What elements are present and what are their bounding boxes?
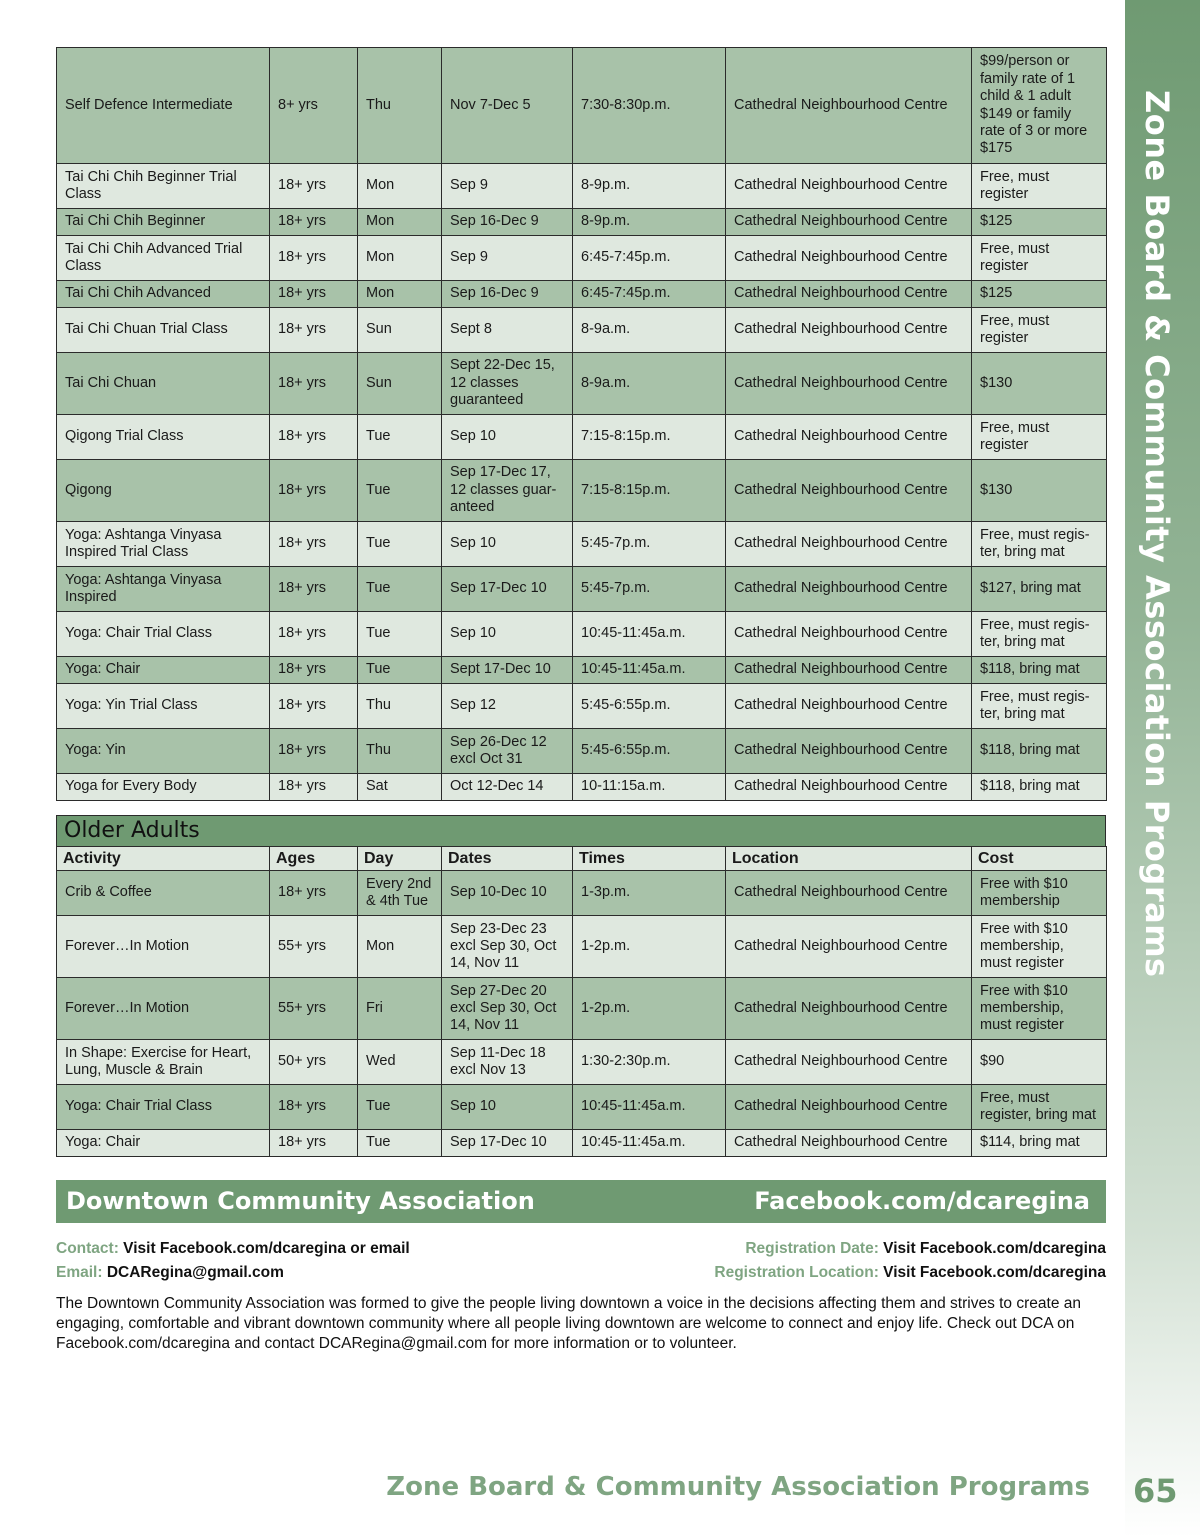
cell-location: Cathedral Neighbourhood Centre [726,684,972,729]
table-row [57,871,1107,916]
cell-location: Cathedral Neighbourhood Centre [726,612,972,657]
table-row [57,916,1107,978]
contact-label: Contact: [56,1240,119,1257]
cell-activity: Yoga: Yin Trial Class [57,684,270,729]
cell-times: 5:45-6:55p.m. [573,729,726,774]
cell-dates: Nov 7-Dec 5 [442,48,573,164]
table-row [57,164,1107,209]
registration-date-line [745,1240,1106,1258]
cell-dates: Sep 10 [442,612,573,657]
cell-day: Mon [358,916,442,978]
cell-ages: 18+ yrs [270,522,358,567]
cell-cost: Free with $10 membership [972,871,1107,916]
cell-ages: 50+ yrs [270,1040,358,1085]
contact-value: Visit Facebook.com/dcaregina or email [123,1240,410,1257]
cell-cost: Free, must regis-ter, bring mat [972,684,1107,729]
cell-day: Wed [358,1040,442,1085]
table-row [57,567,1107,612]
column-header-row [57,847,1107,871]
table-row [57,48,1107,164]
cell-day: Mon [358,209,442,236]
cell-cost: $99/person or family rate of 1 child & 1 adult $149 or family rate of 3 or more $175 [972,48,1107,164]
cell-ages: 18+ yrs [270,236,358,281]
cell-dates: Sep 17-Dec 10 [442,567,573,612]
page-number: 65 [1133,1472,1178,1510]
cell-times: 5:45-7p.m. [573,567,726,612]
cell-activity: Yoga: Chair [57,657,270,684]
cell-times: 1-3p.m. [573,871,726,916]
cell-location: Cathedral Neighbourhood Centre [726,353,972,415]
cell-times: 1-2p.m. [573,978,726,1040]
table-row [57,774,1107,801]
cell-cost: Free, must register [972,236,1107,281]
cell-day: Tue [358,657,442,684]
cell-dates: Oct 12-Dec 14 [442,774,573,801]
cell-activity: In Shape: Exercise for Heart, Lung, Muscle & Brain [57,1040,270,1085]
table-row [57,308,1107,353]
cell-activity: Crib & Coffee [57,871,270,916]
cell-day: Tue [358,415,442,460]
table-row [57,353,1107,415]
table-row [57,236,1107,281]
cell-activity: Tai Chi Chih Advanced Trial Class [57,236,270,281]
registration-location-line [714,1264,1106,1282]
cell-dates: Sept 22-Dec 15, 12 classes guaranteed [442,353,573,415]
cell-ages: 18+ yrs [270,729,358,774]
cell-times: 7:30-8:30p.m. [573,48,726,164]
cell-location: Cathedral Neighbourhood Centre [726,871,972,916]
table-row [57,729,1107,774]
cell-location: Cathedral Neighbourhood Centre [726,1130,972,1157]
cell-times: 6:45-7:45p.m. [573,281,726,308]
cell-cost: $127, bring mat [972,567,1107,612]
cell-location: Cathedral Neighbourhood Centre [726,657,972,684]
cell-times: 10:45-11:45a.m. [573,657,726,684]
cell-times: 7:15-8:15p.m. [573,460,726,522]
cell-ages: 55+ yrs [270,978,358,1040]
cell-activity: Yoga: Chair [57,1130,270,1157]
cell-cost: Free, must regis-ter, bring mat [972,522,1107,567]
cell-ages: 18+ yrs [270,612,358,657]
cell-activity: Tai Chi Chih Advanced [57,281,270,308]
cell-location: Cathedral Neighbourhood Centre [726,522,972,567]
older-adults-header [56,815,1106,846]
col-ages: Ages [270,847,358,871]
cell-times: 10:45-11:45a.m. [573,1130,726,1157]
cell-activity: Yoga: Chair Trial Class [57,612,270,657]
table-row [57,1085,1107,1130]
cell-cost: Free, must register, bring mat [972,1085,1107,1130]
cell-dates: Sep 17-Dec 10 [442,1130,573,1157]
cell-activity: Qigong Trial Class [57,415,270,460]
association-name: Downtown Community Association [66,1187,535,1215]
cell-cost: Free with $10 membership, must register [972,978,1107,1040]
cell-ages: 18+ yrs [270,871,358,916]
cell-cost: $130 [972,353,1107,415]
cell-dates: Sep 27-Dec 20 excl Sep 30, Oct 14, Nov 11 [442,978,573,1040]
cell-day: Every 2nd & 4th Tue [358,871,442,916]
cell-times: 5:45-7p.m. [573,522,726,567]
col-times: Times [573,847,726,871]
registration-location-value: Visit Facebook.com/dcaregina [883,1264,1106,1281]
cell-day: Tue [358,567,442,612]
cell-location: Cathedral Neighbourhood Centre [726,1085,972,1130]
cell-day: Mon [358,236,442,281]
cell-location: Cathedral Neighbourhood Centre [726,308,972,353]
email-line [56,1264,284,1282]
association-facebook: Facebook.com/dcaregina [754,1187,1090,1215]
cell-activity: Tai Chi Chuan Trial Class [57,308,270,353]
cell-location: Cathedral Neighbourhood Centre [726,48,972,164]
cell-day: Tue [358,1130,442,1157]
cell-dates: Sep 16-Dec 9 [442,281,573,308]
cell-cost: Free, must register [972,415,1107,460]
cell-day: Sun [358,353,442,415]
cell-times: 10:45-11:45a.m. [573,612,726,657]
cell-ages: 18+ yrs [270,209,358,236]
cell-day: Sat [358,774,442,801]
registration-date-value: Visit Facebook.com/dcaregina [883,1240,1106,1257]
cell-cost: $118, bring mat [972,657,1107,684]
cell-activity: Tai Chi Chih Beginner Trial Class [57,164,270,209]
cell-times: 6:45-7:45p.m. [573,236,726,281]
cell-activity: Self Defence Intermediate [57,48,270,164]
cell-cost: $125 [972,281,1107,308]
col-activity: Activity [57,847,270,871]
col-day: Day [358,847,442,871]
cell-activity: Tai Chi Chih Beginner [57,209,270,236]
table-row [57,684,1107,729]
cell-activity: Qigong [57,460,270,522]
cell-activity: Yoga: Chair Trial Class [57,1085,270,1130]
cell-cost: Free, must register [972,308,1107,353]
table-row [57,1130,1107,1157]
cell-day: Mon [358,164,442,209]
cell-activity: Yoga for Every Body [57,774,270,801]
email-value: DCARegina@gmail.com [106,1264,284,1281]
cell-cost: $118, bring mat [972,774,1107,801]
cell-ages: 18+ yrs [270,774,358,801]
cell-day: Tue [358,460,442,522]
cell-cost: $130 [972,460,1107,522]
email-label: Email: [56,1264,103,1281]
cell-dates: Sep 9 [442,164,573,209]
cell-day: Mon [358,281,442,308]
cell-location: Cathedral Neighbourhood Centre [726,164,972,209]
cell-times: 8-9p.m. [573,164,726,209]
cell-times: 8-9p.m. [573,209,726,236]
cell-times: 5:45-6:55p.m. [573,684,726,729]
table-row [57,281,1107,308]
cell-ages: 18+ yrs [270,353,358,415]
cell-ages: 18+ yrs [270,460,358,522]
footer-title: Zone Board & Community Association Programs [386,1472,1090,1502]
association-banner [56,1180,1106,1223]
cell-dates: Sept 8 [442,308,573,353]
cell-day: Tue [358,522,442,567]
cell-location: Cathedral Neighbourhood Centre [726,1040,972,1085]
table-row [57,657,1107,684]
cell-dates: Sep 10 [442,522,573,567]
cell-activity: Yoga: Ashtanga Vinyasa Inspired Trial Class [57,522,270,567]
cell-times: 10-11:15a.m. [573,774,726,801]
cell-dates: Sep 9 [442,236,573,281]
cell-ages: 18+ yrs [270,281,358,308]
cell-location: Cathedral Neighbourhood Centre [726,415,972,460]
cell-cost: $114, bring mat [972,1130,1107,1157]
cell-ages: 18+ yrs [270,567,358,612]
cell-location: Cathedral Neighbourhood Centre [726,567,972,612]
cell-location: Cathedral Neighbourhood Centre [726,209,972,236]
table-row [57,415,1107,460]
cell-dates: Sep 11-Dec 18 excl Nov 13 [442,1040,573,1085]
cell-ages: 18+ yrs [270,657,358,684]
association-description: The Downtown Community Association was formed to give the people living downtown a voice in the decisions affecting them and strives to create an engaging, comfortable and vibrant downtown community where all people living downtown are welcome to connect and enjoy life. Check out DCA on Facebook.com/dcaregina and contact DCARegina@gmail.com for more information or to volunteer. [56,1295,1081,1352]
cell-times: 1:30-2:30p.m. [573,1040,726,1085]
registration-date-label: Registration Date: [745,1240,879,1257]
cell-day: Thu [358,684,442,729]
cell-ages: 8+ yrs [270,48,358,164]
cell-cost: $118, bring mat [972,729,1107,774]
older-adults-table [56,846,1107,1157]
table-row [57,209,1107,236]
cell-cost: Free, must regis-ter, bring mat [972,612,1107,657]
cell-location: Cathedral Neighbourhood Centre [726,281,972,308]
cell-cost: Free with $10 membership, must register [972,916,1107,978]
cell-location: Cathedral Neighbourhood Centre [726,916,972,978]
table-row [57,612,1107,657]
cell-day: Fri [358,978,442,1040]
cell-times: 1-2p.m. [573,916,726,978]
programs-table [56,47,1107,801]
cell-ages: 18+ yrs [270,164,358,209]
older-adults-title: Older Adults [64,818,200,843]
cell-day: Sun [358,308,442,353]
cell-dates: Sep 10 [442,1085,573,1130]
cell-activity: Tai Chi Chuan [57,353,270,415]
cell-ages: 18+ yrs [270,1130,358,1157]
contact-line [56,1240,410,1258]
cell-ages: 55+ yrs [270,916,358,978]
cell-ages: 18+ yrs [270,415,358,460]
cell-day: Thu [358,729,442,774]
table-row [57,1040,1107,1085]
cell-times: 7:15-8:15p.m. [573,415,726,460]
cell-dates: Sep 16-Dec 9 [442,209,573,236]
cell-cost: Free, must register [972,164,1107,209]
cell-activity: Forever…In Motion [57,978,270,1040]
cell-activity: Yoga: Yin [57,729,270,774]
cell-location: Cathedral Neighbourhood Centre [726,774,972,801]
sidebar-title: Zone Board & Community Association Programs [1138,90,1176,978]
cell-location: Cathedral Neighbourhood Centre [726,236,972,281]
cell-ages: 18+ yrs [270,308,358,353]
cell-ages: 18+ yrs [270,684,358,729]
cell-ages: 18+ yrs [270,1085,358,1130]
cell-dates: Sep 23-Dec 23 excl Sep 30, Oct 14, Nov 11 [442,916,573,978]
cell-day: Thu [358,48,442,164]
col-cost: Cost [972,847,1107,871]
cell-day: Tue [358,612,442,657]
cell-location: Cathedral Neighbourhood Centre [726,729,972,774]
cell-dates: Sep 17-Dec 17, 12 classes guar-anteed [442,460,573,522]
cell-dates: Sep 10-Dec 10 [442,871,573,916]
col-location: Location [726,847,972,871]
cell-cost: $125 [972,209,1107,236]
cell-activity: Yoga: Ashtanga Vinyasa Inspired [57,567,270,612]
cell-day: Tue [358,1085,442,1130]
cell-dates: Sep 10 [442,415,573,460]
table-row [57,460,1107,522]
cell-cost: $90 [972,1040,1107,1085]
cell-dates: Sep 12 [442,684,573,729]
cell-location: Cathedral Neighbourhood Centre [726,460,972,522]
table-row [57,522,1107,567]
table-row [57,978,1107,1040]
cell-times: 10:45-11:45a.m. [573,1085,726,1130]
cell-times: 8-9a.m. [573,308,726,353]
col-dates: Dates [442,847,573,871]
cell-activity: Forever…In Motion [57,916,270,978]
registration-location-label: Registration Location: [714,1264,879,1281]
cell-dates: Sep 26-Dec 12 excl Oct 31 [442,729,573,774]
cell-times: 8-9a.m. [573,353,726,415]
cell-location: Cathedral Neighbourhood Centre [726,978,972,1040]
cell-dates: Sept 17-Dec 10 [442,657,573,684]
